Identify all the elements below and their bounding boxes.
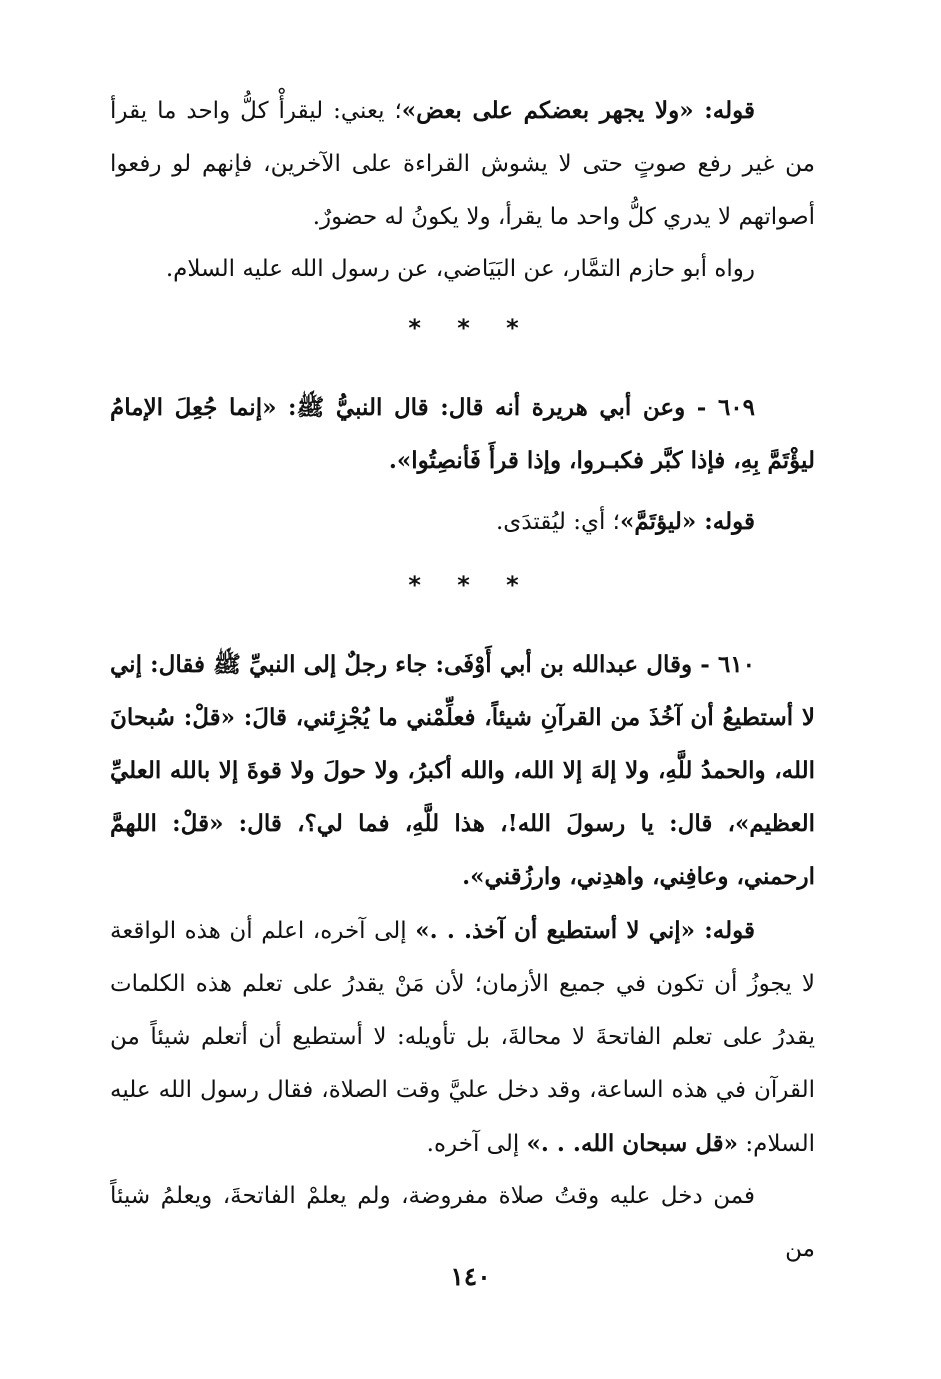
commentary-paragraph-3 xyxy=(110,904,815,1171)
ruling-paragraph: فمن دخل عليه وقتُ صلاة مفروضة، ولم يعلمْ الفاتحةَ، ويعلمُ شيئاً من xyxy=(110,1183,815,1262)
commentary-text-1: ؛ يعني: ليقرأْ كلُّ واحد ما يقرأ من غير رفع صوتٍ حتى لا يشوش القراءة على الآخرين، فإنهم لو رفعوا أصواتهم لا يدري كلُّ واحد ما يقرأ، ولا يكونُ له حضورٌ. xyxy=(110,98,815,230)
commentary-paragraph-1 xyxy=(110,84,815,244)
page-number: ١٤٠ xyxy=(450,1262,491,1291)
commentary-text-2: ؛ أي: ليُقتدَى. xyxy=(496,509,620,535)
commentary-quote-2: قوله: «ليؤتَمَّ» xyxy=(619,508,755,535)
section-separator-2: * * * xyxy=(408,571,533,599)
commentary-quote-3: قوله: «إني لا أستطيع أن آخذ. . .» xyxy=(415,917,755,944)
commentary-text-3: إلى آخره، اعلم أن هذه الواقعة لا يجوزُ أن تكون في جميع الأزمان؛ لأن مَنْ يقدرُ على تعلم هذه الكلمات يقدرُ على تعلم الفاتحةَ لا محالةَ، بل تأويله: لا أستطيع أن أتعلم شيئاً من القرآن في هذه الساعة، وقد دخل عليَّ وقت الصلاة، فقال رسول الله عليه السلام: xyxy=(110,918,815,1157)
section-separator-1: * * * xyxy=(408,314,533,342)
commentary-quote-1: قوله: «ولا يجهر بعضكم على بعض» xyxy=(401,97,755,124)
hadith-609: ٦٠٩ - وعن أبي هريرة أنه قال: قال النبيُّ ﷺ: «إنما جُعِلَ الإمامُ ليؤْتَمَّ بِهِ، فإذا كبَّر فكبـروا، وإذا قرأَ فَأنصِتُوا». xyxy=(110,394,815,474)
commentary-text-4: إلى آخره. xyxy=(426,1131,527,1157)
hadith-610: ٦١٠ - وقال عبدالله بن أبي أَوْفَى: جاء رجلٌ إلى النبيِّ ﷺ فقال: إني لا أستطيعُ أن آخُذَ من القرآنِ شيئاً، فعلِّمْني ما يُجْزِئني، قالَ: «قلْ: سُبحانَ الله، والحمدُ للَّهِ، ولا إلهَ إلا الله، والله أكبرُ، ولا حولَ ولا قوةَ إلا بالله العليِّ العظيم»، قال: يا رسولَ الله!، هذا للَّهِ، فما لي؟، قال: «قلْ: اللهمَّ ارحمني، وعافِني، واهدِني، وارزُقني». xyxy=(110,651,815,890)
commentary-paragraph-2 xyxy=(110,495,815,549)
narration-paragraph: رواه أبو حازم التمَّار، عن البَيَاضي، عن رسول الله عليه السلام. xyxy=(165,256,755,282)
commentary-quote-4: «قل سبحان الله. . .» xyxy=(526,1130,739,1157)
